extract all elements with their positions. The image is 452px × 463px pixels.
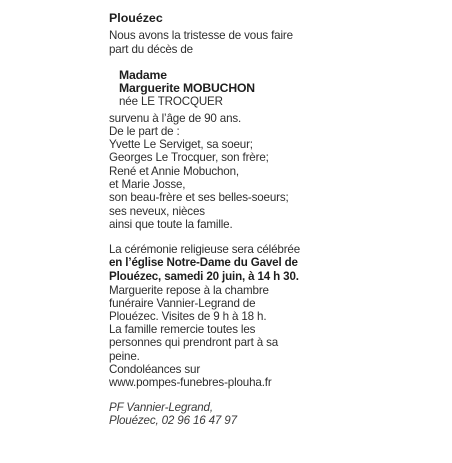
detail-line: personnes qui prendront part à sa: [109, 336, 279, 349]
ceremony-location: en l’église Notre-Dame du Gavel de: [109, 256, 298, 269]
family-line: Yvette Le Serviget, sa soeur;: [109, 138, 253, 151]
intro-line: Nous avons la tristesse de vous faire: [109, 29, 293, 42]
funeral-home-phone: Plouézec, 02 96 16 47 97: [109, 414, 237, 427]
detail-line: Marguerite repose à la chambre: [109, 284, 269, 297]
family-line: Georges Le Trocquer, son frère;: [109, 151, 269, 164]
family-line: De le part de :: [109, 125, 180, 138]
ceremony-date: Plouézec, samedi 20 juin, à 14 h 30.: [109, 270, 299, 283]
town-heading: Plouézec: [109, 11, 163, 25]
detail-line: peine.: [109, 350, 140, 363]
family-line: survenu à l’âge de 90 ans.: [109, 112, 242, 125]
deceased-maiden-name: née LE TROCQUER: [119, 95, 223, 108]
ceremony-line: La cérémonie religieuse sera célébrée: [109, 243, 301, 256]
intro-line: part du décès de: [109, 43, 193, 56]
family-line: René et Annie Mobuchon,: [109, 165, 239, 178]
funeral-home-signature: PF Vannier-Legrand,: [109, 401, 213, 414]
family-line: et Marie Josse,: [109, 178, 186, 191]
detail-line: La famille remercie toutes les: [109, 323, 256, 336]
detail-line: funéraire Vannier-Legrand de: [109, 297, 256, 310]
detail-line: Plouézec. Visites de 9 h à 18 h.: [109, 310, 267, 323]
deceased-title: Madame: [119, 68, 167, 82]
family-line: son beau-frère et ses belles-soeurs;: [109, 191, 289, 204]
family-line: ainsi que toute la famille.: [109, 218, 233, 231]
deceased-name: Marguerite MOBUCHON: [119, 81, 255, 95]
condolences-url: www.pompes-funebres-plouha.fr: [109, 376, 272, 389]
detail-line: Condoléances sur: [109, 363, 201, 376]
family-line: ses neveux, nièces: [109, 205, 205, 218]
